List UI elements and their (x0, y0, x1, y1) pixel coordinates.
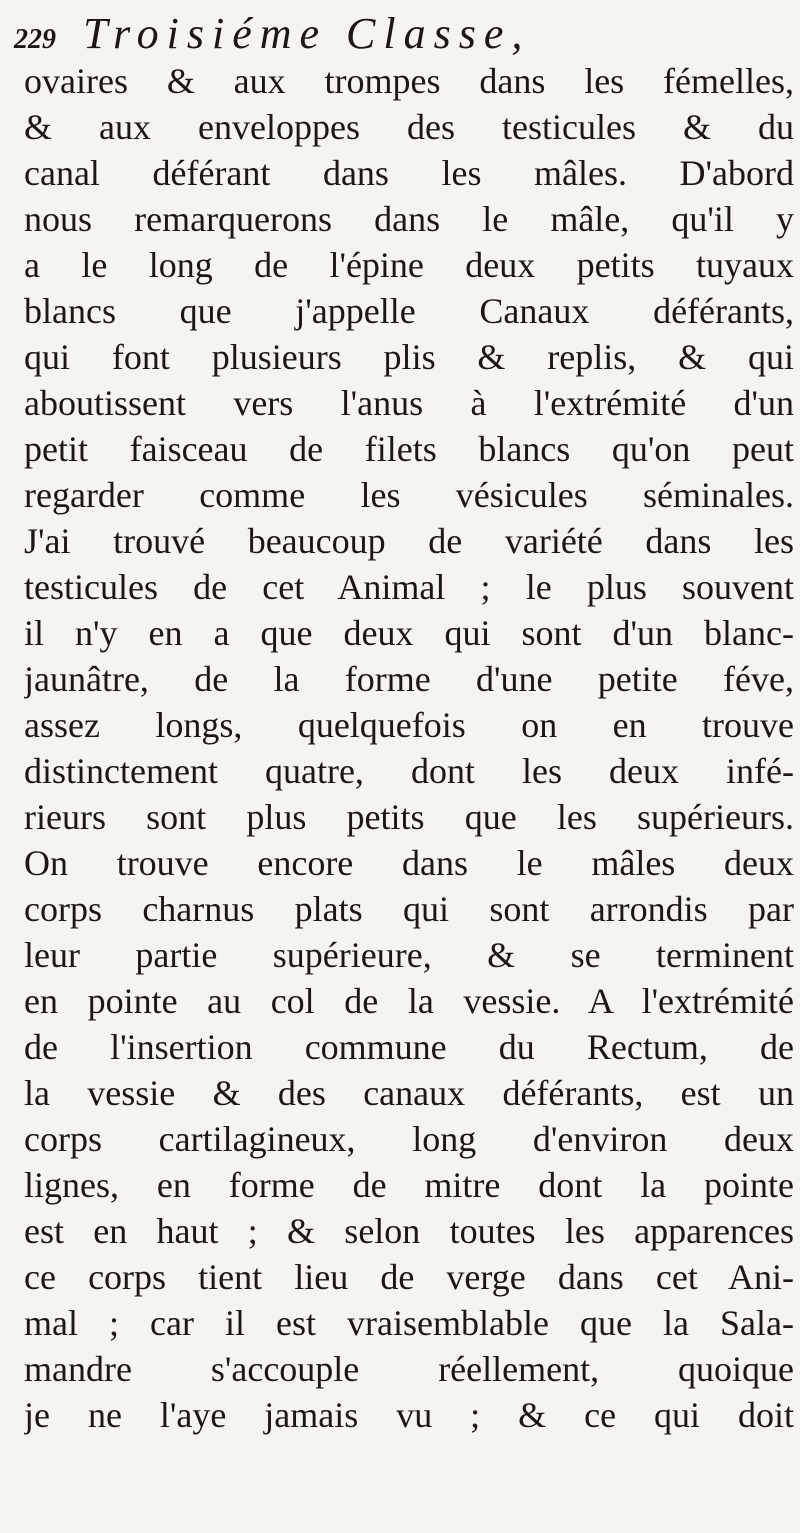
text-line: blancs que j'appelle Canaux déférants, (24, 291, 794, 331)
text-line: il n'y en a que deux qui sont d'un blanc- (24, 613, 794, 653)
page-number: 229 (14, 24, 56, 55)
text-line: a le long de l'épine deux petits tuyaux (24, 245, 794, 285)
text-line: jaunâtre, de la forme d'une petite féve, (24, 659, 794, 699)
text-line: mandre s'accouple réellement, quoique (24, 1349, 794, 1389)
text-line: lignes, en forme de mitre dont la pointe (24, 1165, 794, 1205)
text-line: mal ; car il est vraisemblable que la Sala- (24, 1303, 794, 1343)
text-line: corps charnus plats qui sont arrondis par (24, 889, 794, 929)
text-line: canal déférant dans les mâles. D'abord (24, 153, 794, 193)
text-line: rieurs sont plus petits que les supérieurs. (24, 797, 794, 837)
text-line: leur partie supérieure, & se terminent (24, 935, 794, 975)
text-line: aboutissent vers l'anus à l'extrémité d'un (24, 383, 794, 423)
text-line: de l'insertion commune du Rectum, de (24, 1027, 794, 1067)
text-line: regarder comme les vésicules séminales. (24, 475, 794, 515)
text-line: petit faisceau de filets blancs qu'on peut (24, 429, 794, 469)
text-line: nous remarquerons dans le mâle, qu'il y (24, 199, 794, 239)
text-line: distinctement quatre, dont les deux infé- (24, 751, 794, 791)
text-line: On trouve encore dans le mâles deux (24, 843, 794, 883)
text-line: assez longs, quelquefois on en trouve (24, 705, 794, 745)
body-text (24, 58, 794, 1438)
page-header (14, 8, 794, 58)
text-line: qui font plusieurs plis & replis, & qui (24, 337, 794, 377)
text-line: J'ai trouvé beaucoup de variété dans les (24, 521, 794, 561)
text-line: & aux enveloppes des testicules & du (24, 107, 794, 147)
text-line: en pointe au col de la vessie. A l'extrémité (24, 981, 794, 1021)
text-line: je ne l'aye jamais vu ; & ce qui doit (24, 1395, 794, 1435)
text-line: testicules de cet Animal ; le plus souvent (24, 567, 794, 607)
text-line: la vessie & des canaux déférants, est un (24, 1073, 794, 1113)
running-head: Troisiéme Classe, (83, 9, 531, 58)
text-line: ovaires & aux trompes dans les fémelles, (24, 61, 794, 101)
text-line: corps cartilagineux, long d'environ deux (24, 1119, 794, 1159)
text-line: est en haut ; & selon toutes les apparences (24, 1211, 794, 1251)
text-line: ce corps tient lieu de verge dans cet Ani- (24, 1257, 794, 1297)
